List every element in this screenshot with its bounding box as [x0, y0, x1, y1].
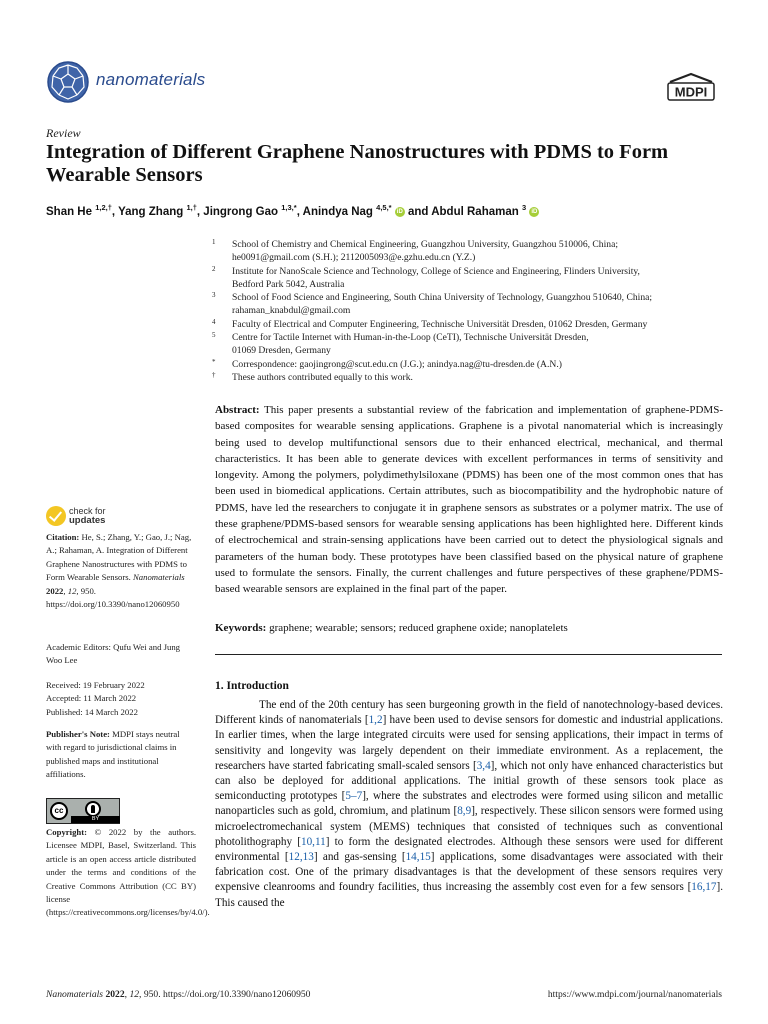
affiliation-line: These authors contributed equally to this work. [232, 371, 413, 383]
author-separator: and [404, 205, 432, 218]
author-name: Anindya Nag [302, 205, 373, 218]
checkmark-icon [46, 506, 66, 526]
cc-by-label: BY [71, 816, 120, 823]
footer-journal-url[interactable]: https://www.mdpi.com/journal/nanomaterials [547, 989, 722, 1000]
publication-dates [46, 679, 196, 719]
affiliations [212, 238, 732, 384]
intro-text: ] and gas-sensing [ [313, 851, 406, 864]
footer-volume: 12 [129, 989, 140, 1000]
orcid-icon[interactable]: iD [531, 208, 538, 215]
keywords [215, 620, 723, 636]
keywords-text: graphene; wearable; sensors; reduced graphene oxide; nanoplatelets [269, 622, 568, 634]
copyright [46, 826, 210, 920]
affiliation-line: Correspondence: gaojingrong@scut.edu.cn (J.G.); anindya.nag@tu-dresden.de (A.N.) [232, 358, 562, 370]
copyright-label: Copyright: [46, 827, 88, 837]
affiliation-item [212, 371, 732, 384]
intro-text: ] have been used to devise sensors for domestic and industrial applications. In earlier times, when the large integrated circuits were used for sensing applications, their impact in terms of sensitivity and longevity was largely dependent on their immediate environment. As a replacement, the researchers have started fabricating small-scaled sensors [ [215, 714, 723, 772]
affiliation-item [212, 318, 732, 331]
author-name: Yang Zhang [118, 205, 184, 218]
affiliation-mark: † [212, 370, 216, 379]
publishers-note [46, 728, 196, 782]
affiliation-item [212, 238, 732, 265]
citation-reference-link[interactable]: 16,17 [691, 881, 717, 894]
journal-logo-icon [46, 60, 90, 104]
affiliation-mark: 5 [212, 331, 216, 340]
author-name: Jingrong Gao [203, 205, 279, 218]
affiliation-line: Centre for Tactile Internet with Human-in-the-Loop (CeTI), Technische Universität Dresden, [232, 332, 589, 344]
introduction-paragraph [215, 698, 723, 911]
abstract-text: This paper presents a substantial review of the fabrication and implementation of graphene-PDMS-based composites for wearable sensing applications. Graphene is a pivotal nanomaterial which is increasingly being used to develop multifunctional sensors due to their enhanced electrical, mechanical, and thermal characteristics. It has been able to generate devices with excellent performances in terms of sensitivity and longevity. Among the polymers, polydimethylsiloxane (PDMS) has been one of the most common ones that has been used in biomedical applications. Certain attributes, such as biocompatibility and the hydrophobic nature of PDMS, have led the researchers to conjugate it in graphene sensors as substrates or a polymer matrix. The use of these graphene/PDMS-based sensors for wearable sensing applications has been highlighted here. Different kinds of electrochemical and strain-sensing applications have been carried out to detect the physiological signals and parameters of the human body. These prototypes have been classified based on the physical nature of graphene used to formulate the sensors. Finally, the current challenges and future perspectives of these graphene/PDMS-based wearable sensors are explained in the final part of the paper. [215, 404, 723, 596]
affiliation-line: School of Food Science and Engineering, South China University of Technology, Guangzhou 510640, China; [232, 292, 653, 304]
published-date: Published: 14 March 2022 [46, 706, 138, 717]
citation-volume: 12 [67, 585, 77, 596]
academic-editors: Academic Editors: Qufu Wei and Jung Woo Lee [46, 642, 181, 666]
section-heading-introduction: 1. Introduction [215, 680, 289, 692]
author-name: Abdul Rahaman [431, 205, 519, 218]
author-affiliation-marks: 1,2,† [95, 203, 112, 212]
affiliation-mark: 4 [212, 317, 216, 326]
abstract [215, 402, 723, 598]
citation-reference-link[interactable]: 1,2 [368, 714, 383, 727]
affiliation-line: 01069 Dresden, Germany [232, 345, 331, 357]
intro-text: The end of the 20th century has seen burgeoning growth in the field of nanotechnology-based devices. Different kinds of nanomaterials [ [215, 699, 723, 727]
author-separator: , [196, 205, 204, 218]
author-affiliation-marks: 1,† [186, 203, 197, 212]
affiliation-line: Faculty of Electrical and Computer Engineering, Technische Universität Dresden, 01062 Dresden, Germany [232, 318, 648, 330]
creative-commons-icon: cc [50, 802, 68, 820]
citation-doi[interactable]: , 950. https://doi.org/10.3390/nano12060950 [46, 585, 180, 610]
pubnote-text: MDPI stays neutral with regard to jurisdictional claims in published maps and institutional affiliations. [46, 729, 180, 780]
publisher-name: MDPI [674, 84, 708, 100]
journal-name: nanomaterials [96, 70, 206, 89]
citation-reference-link[interactable]: 12,13 [288, 851, 314, 864]
affiliation-item [212, 291, 732, 318]
footer-year: 2022 [105, 989, 125, 1000]
citation-text: He, S.; Zhang, Y.; Gao, J.; Nag, A.; Rahaman, A. Integration of Different Graphene Nanostructures with PDMS to Form Wearable Sensors. [46, 532, 192, 583]
author-affiliation-marks: 4,5,* [376, 203, 392, 212]
author-name: Shan He [46, 205, 93, 218]
affiliation-mark: * [212, 357, 216, 366]
intro-text: ], respectively. These silicon sensors were formed using microelectromechanical system (MEMS) techniques that consisted of techniques such as conventional photolithography [ [215, 805, 723, 848]
affiliation-line: Institute for NanoScale Science and Technology, College of Science and Engineering, Flinders University, [232, 265, 640, 277]
citation-reference-link[interactable]: 10,11 [300, 835, 326, 848]
check-for-label: check for [69, 506, 106, 516]
footer-doi-link[interactable]: , 950. https://doi.org/10.3390/nano12060950 [139, 989, 311, 1000]
section-divider [215, 654, 722, 655]
affiliation-mark: 2 [212, 264, 216, 273]
updates-label: updates [69, 515, 106, 526]
attribution-person-icon [85, 801, 101, 817]
author-affiliation-marks: 1,3,* [281, 203, 297, 212]
footer-citation: Nanomaterials 2022, 12, 950. https://doi.org/10.3390/nano12060950 [46, 989, 311, 1000]
affiliation-line: School of Chemistry and Chemical Engineering, Guangzhou University, Guangzhou 510006, China; [232, 239, 618, 250]
keywords-label: Keywords: [215, 622, 267, 634]
article-type: Review [46, 126, 81, 140]
citation-reference-link[interactable]: 14,15 [405, 851, 431, 864]
abstract-label: Abstract: [215, 404, 260, 416]
affiliation-item [212, 331, 732, 358]
cc-by-license-badge[interactable] [46, 798, 120, 824]
intro-text: ]. This caused the [215, 881, 723, 909]
author-list [46, 200, 736, 220]
received-date: Received: 19 February 2022 [46, 680, 145, 690]
citation-reference-link[interactable]: 5–7 [345, 790, 363, 803]
citation: Citation: He, S.; Zhang, Y.; Gao, J.; Nag, A.; Rahaman, A. Integration of Different Graphene Nanostructures with PDMS to Form Wearable Sensors. Nanomaterials 2022, 12, 950. https://doi.org/10.3390/nano12060950 [46, 532, 192, 610]
citation-reference-link[interactable]: 8,9 [457, 805, 472, 818]
affiliation-line: he0091@gmail.com (S.H.); 2112005093@e.gzhu.edu.cn (Y.Z.) [232, 252, 476, 264]
intro-text: ] applications, some disadvantages were associated with their fabrication cost. One of the primary disadvantages is that the development of these sensors requires very expensive cleanrooms and foundry facilities, thus increasing the assembly cost even for a few sensors [ [215, 851, 723, 894]
affiliation-item [212, 358, 732, 371]
intro-text: ], where the substrates and electrodes were formed using silicon and metallic nanoparticles such as gold, chromium, and platinum [ [215, 790, 723, 818]
article-title: Integration of Different Graphene Nanostructures with PDMS to Form Wearable Sensors [46, 141, 669, 186]
intro-text: ] to form the designated electrodes. Although these sensors were used for different environmental [ [215, 835, 723, 864]
orcid-icon[interactable]: iD [396, 208, 403, 215]
affiliation-mark: 1 [212, 238, 216, 246]
copyright-text: © 2022 by the authors. Licensee MDPI, Basel, Switzerland. This article is an open access article distributed under the terms and conditions of the Creative Commons Attribution (CC BY) license (https://creativecommons.org/licenses/by/4.0/). [46, 827, 210, 918]
check-for-updates-button[interactable] [46, 506, 132, 526]
author-separator: , [111, 205, 119, 218]
mdpi-logo-icon [662, 72, 720, 102]
footer-journal: Nanomaterials [46, 989, 104, 1000]
affiliation-item [212, 265, 732, 292]
affiliation-line: rahaman_knabdul@gmail.com [232, 305, 351, 317]
affiliation-line: Bedford Park 5042, Australia [232, 278, 345, 290]
citation-journal: Nanomaterials [132, 572, 185, 583]
citation-year: 2022 [46, 585, 64, 596]
citation-label: Citation: [46, 532, 80, 542]
pubnote-label: Publisher's Note: [46, 729, 110, 739]
accepted-date: Accepted: 11 March 2022 [46, 693, 137, 704]
intro-text: ], which not only have enhanced characteristics but can also be deployed for additional applications. The initial growth of these sensors took place as semiconducting prototypes [ [215, 759, 723, 803]
citation-reference-link[interactable]: 3,4 [476, 759, 491, 772]
author-separator: , [296, 205, 303, 218]
affiliation-mark: 3 [212, 291, 216, 300]
author-affiliation-marks: 3 [521, 203, 527, 212]
